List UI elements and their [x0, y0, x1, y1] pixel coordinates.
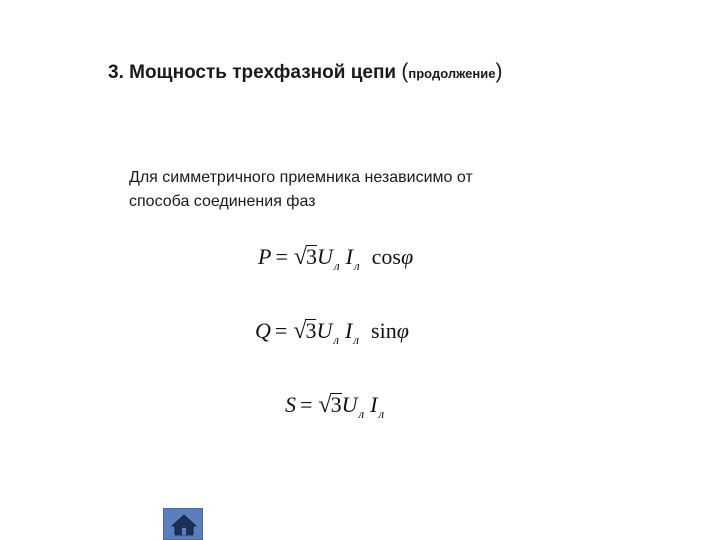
current-subscript: л: [378, 406, 385, 421]
equals-sign: =: [274, 318, 288, 343]
title-paren-open: (: [401, 60, 409, 83]
body-line-1: Для симметричного приемника независимо от: [129, 169, 473, 186]
sqrt-icon: √: [293, 318, 307, 344]
radicand: 3: [305, 318, 317, 343]
voltage-symbol: U: [316, 318, 333, 343]
current-symbol: I: [345, 318, 353, 343]
radicand: 3: [330, 392, 342, 417]
formula-lhs: P: [258, 244, 272, 269]
function-name: cos: [371, 244, 401, 269]
home-icon: [170, 513, 198, 537]
slide-title: [108, 58, 668, 88]
formula-reactive-power: [255, 318, 409, 345]
formula-active-power: [258, 244, 413, 271]
voltage-subscript: л: [333, 258, 340, 273]
title-subtitle: продолжение: [408, 66, 496, 81]
title-main: 3. Мощность трехфазной цепи: [108, 62, 402, 83]
phi-symbol: φ: [396, 318, 409, 343]
equals-sign: =: [275, 244, 288, 269]
equals-sign: =: [300, 392, 313, 417]
body-line-2: способа соединения фаз: [129, 193, 316, 210]
home-button[interactable]: [163, 508, 203, 540]
voltage-symbol: U: [317, 244, 333, 269]
body-text: [129, 166, 599, 214]
current-subscript: л: [353, 332, 360, 347]
sqrt-icon: √: [293, 244, 308, 270]
sqrt: [316, 392, 341, 419]
voltage-subscript: л: [358, 406, 365, 421]
current-symbol: I: [345, 244, 353, 269]
phi-symbol: φ: [400, 244, 414, 269]
voltage-symbol: U: [341, 392, 358, 417]
formula-lhs: Q: [255, 318, 271, 343]
radicand: 3: [306, 244, 318, 269]
sqrt: [292, 244, 317, 271]
current-subscript: л: [353, 258, 360, 273]
function-name: sin: [371, 318, 397, 343]
title-paren-close: ): [495, 60, 503, 83]
voltage-subscript: л: [333, 332, 340, 347]
sqrt: [291, 318, 316, 345]
formula-lhs: S: [285, 392, 296, 417]
formula-apparent-power: [285, 392, 390, 419]
sqrt-icon: √: [318, 392, 332, 418]
current-symbol: I: [370, 392, 378, 417]
